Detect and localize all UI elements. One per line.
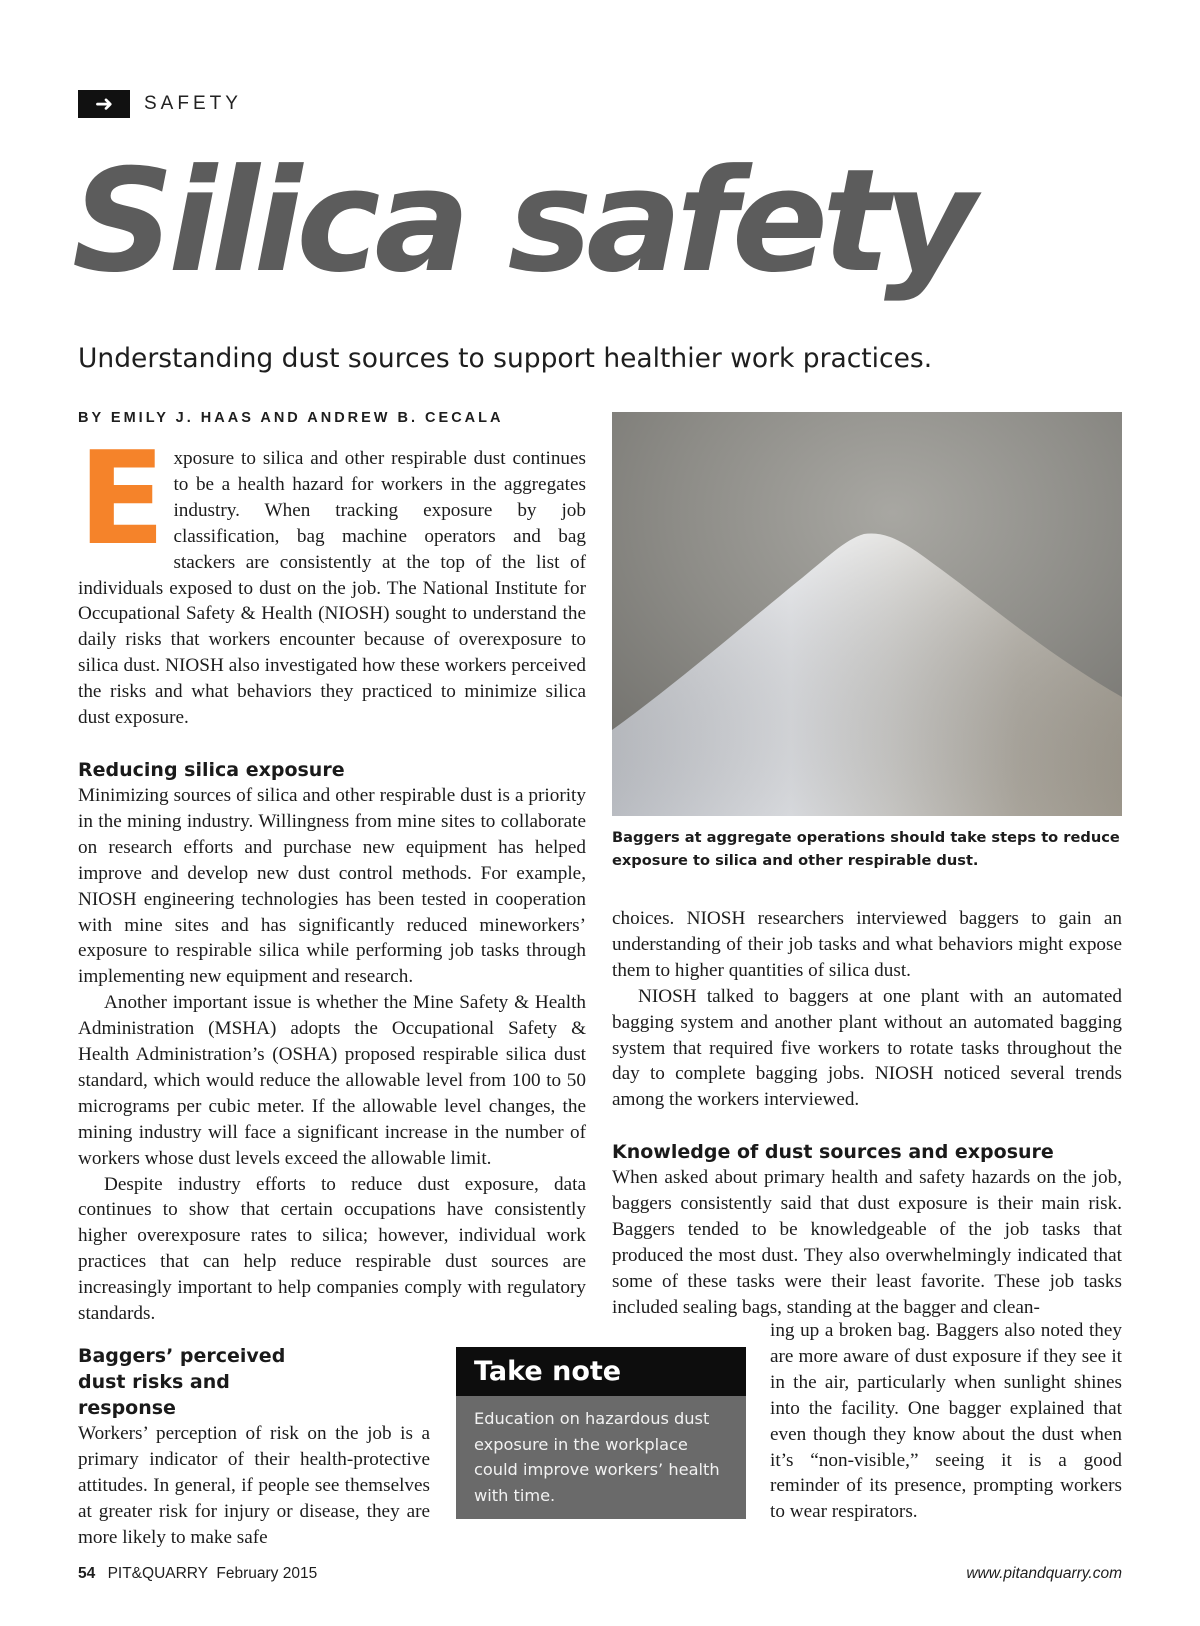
take-note-body: Education on hazardous dust exposure in the workplace could improve workers’ health with time.: [474, 1409, 720, 1505]
deck: Understanding dust sources to support healthier work practices.: [78, 343, 933, 374]
column-left-bottom: [78, 1343, 430, 1551]
photo-caption: Baggers at aggregate operations should take steps to reduce exposure to silica and other respirable dust.: [612, 829, 1120, 869]
sand-pile-image: [612, 412, 1122, 816]
body-paragraph: Workers’ perception of risk on the job is a primary indicator of their health-protective attitudes. In general, if people see themselves at greater risk for injury or disease, they are more likely to make safe: [78, 1423, 430, 1548]
body-paragraph: Despite industry efforts to reduce dust exposure, data continues to show that certain occupations have consistently higher overexposure rates to silica; however, individual work practices that can help reduce respirable dust sources are increasingly important to help companies comply with regulatory standards.: [78, 1173, 586, 1325]
column-left-top: [78, 425, 586, 1327]
section-heading-knowledge: Knowledge of dust sources and exposure: [612, 1141, 1054, 1164]
body-paragraph: choices. NIOSH researchers interviewed baggers to gain an understanding of their job tasks and what behaviors might expose them to higher quantities of silica dust.: [612, 908, 1122, 981]
column-right-lower: [770, 1318, 1122, 1525]
body-paragraph: When asked about primary health and safety hazards on the job, baggers consistently said that dust exposure is their main risk. Baggers tended to be knowledgeable of the job tasks that produced the most dust. They also overwhelmingly indicated that some of these tasks were their least favorite. These job tasks included sealing bags, standing at the bagger and clean-: [612, 1167, 1122, 1318]
arrow-right-icon: ➜: [78, 90, 130, 118]
website-url: www.pitandquarry.com: [966, 1565, 1122, 1582]
section-label: [78, 90, 242, 118]
publication-info: PIT&QUARRY February 2015: [107, 1565, 318, 1582]
byline: BY EMILY J. HAAS AND ANDREW B. CECALA: [78, 410, 504, 426]
headline: Silica safety: [72, 139, 971, 304]
body-paragraph: ing up a broken bag. Baggers also noted they are more aware of dust exposure if they see it in the air, particularly when sunlight shines into the facility. One bagger explained that even though they know about the dust when it’s “non-visible,” seeing it is a good reminder of its presence, prompting workers to wear respirators.: [770, 1320, 1122, 1523]
page-number: 54: [78, 1565, 96, 1582]
section-heading-reducing: Reducing silica exposure: [78, 758, 345, 781]
silica-sand-photo: [612, 412, 1122, 816]
body-paragraph: Minimizing sources of silica and other respirable dust is a priority in the mining industry. Willingness from mine sites to collaborate on research efforts and purchase new equipment has helped improve and develop new dust control methods. For example, NIOSH engineering technologies has been tested in cooperation with mine sites and has significantly reduced mineworkers’ exposure to respirable silica while performing job tasks through implementing new equipment and research.: [78, 784, 586, 988]
page-footer: [78, 1565, 1122, 1589]
body-paragraph: Another important issue is whether the Mine Safety & Health Administration (MSHA) adopts the Occupational Safety & Health Administration’s (OSHA) proposed respirable silica dust standard, which would reduce the allowable level from 100 to 50 micrograms per cubic meter. If the allowable level changes, the mining industry will face a significant increase in the number of workers whose dust levels exceed the allowable limit.: [78, 992, 586, 1169]
take-note-title: Take note: [456, 1347, 746, 1396]
intro-paragraph: xposure to silica and other respirable dust continues to be a health hazard for workers in the aggregates industry. When tracking exposure by job classification, bag machine operators and bag stackers are consistently at the top of the list of individuals exposed to dust on the job. The National Institute for Occupational Safety & Health (NIOSH) sought to understand the daily risks that workers encounter because of overexposure to silica dust. NIOSH also investigated how these workers perceived the risks and what behaviors they practiced to minimize silica dust exposure.: [78, 448, 586, 729]
body-paragraph: NIOSH talked to baggers at one plant with an automated bagging system and another plant without an automated bagging system that required five workers to rotate tasks throughout the day to complete bagging jobs. NIOSH noticed several trends among the workers interviewed.: [612, 985, 1122, 1111]
drop-cap: E: [78, 425, 166, 574]
take-note-box: [456, 1347, 746, 1519]
section-name: SAFETY: [144, 93, 242, 114]
column-right: [612, 906, 1122, 1321]
section-heading-baggers: Baggers’ perceived dust risks and response: [78, 1345, 286, 1419]
